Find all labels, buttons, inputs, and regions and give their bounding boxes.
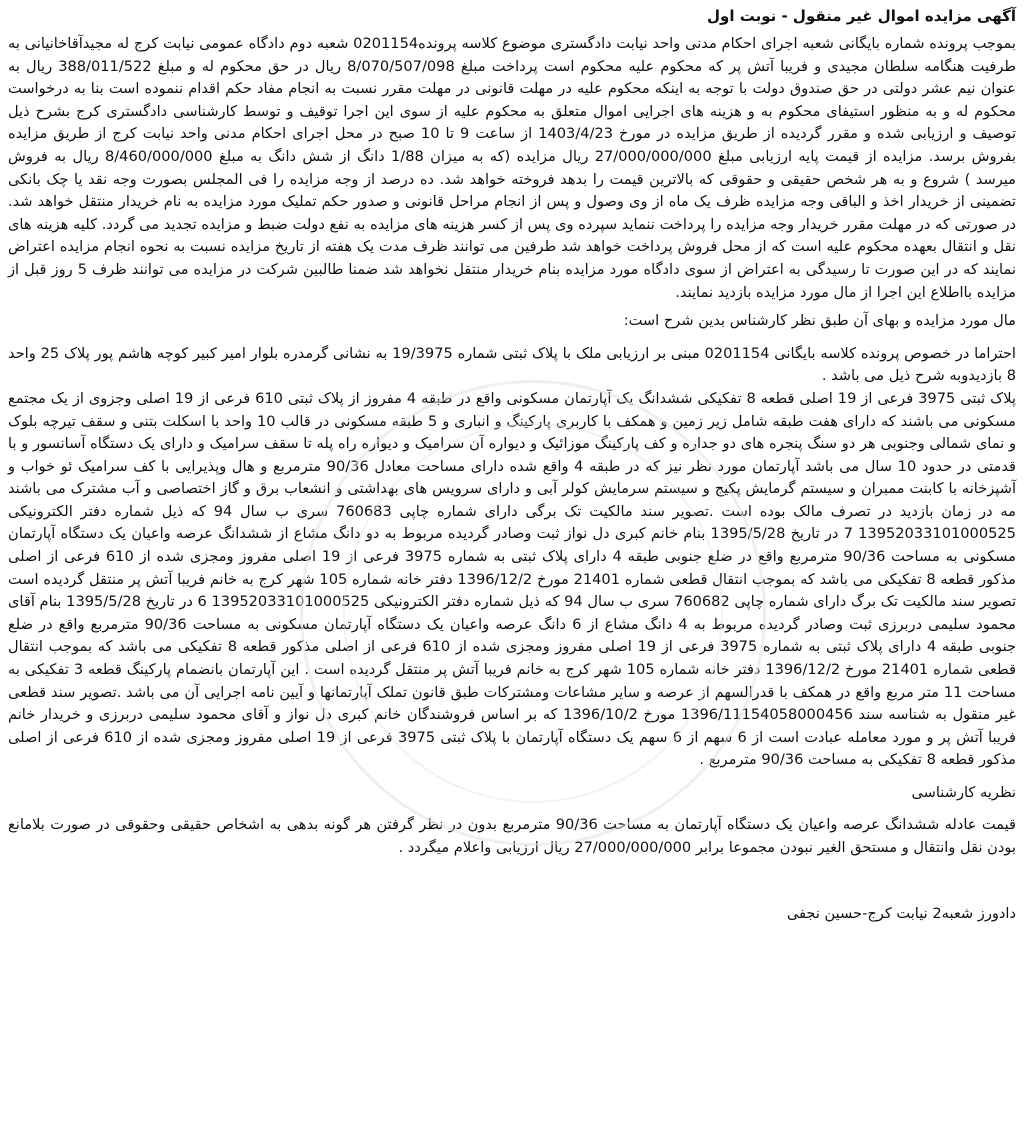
signature-line: دادورز شعبه2 نیابت کرج-حسین نجفی [786, 905, 1016, 923]
expert-report-opening: احتراما در خصوص پرونده کلاسه بایگانی 0201154 مبنی بر ارزیابی ملک با پلاک ثبتی شماره 19/3975 به نشانی گرمدره بلوار امیر کبیر کوچه هاشم پور پلاک 25 واحد 8 بازدیدوبه شرح ذیل می باشد . [8, 344, 1016, 385]
notice-title: آگهی مزایده اموال غیر منقول - نوبت اول [707, 7, 1016, 25]
expert-opinion-heading: نظریه کارشناسی [911, 784, 1016, 801]
property-intro-line: مال مورد مزایده و بهای آن طبق نظر کارشناس بدین شرح است: [623, 312, 1016, 330]
stamp-watermark [300, 380, 766, 846]
auction-terms-paragraph: بموجب پرونده شماره بایگانی شعبه اجرای احکام مدنی واحد نیابت دادگستری موضوع کلاسه پرونده0201154 شعبه دوم دادگاه عمومی نیابت کرج له مجیدآقاخانیانی به طرفیت هنگامه سلطان مجیدی و فریبا آتش پر که محکوم علیه محکوم است پرداخت مبلغ 8/070/507/098 ریال در حق محکوم له و مبلغ 388/011/522 ریال به عنوان نیم عشر دولتی در حق صندوق دولت با توجه به اینکه محکوم علیه در مهلت قانونی در مهلت مقرر نسبت به انجام مفاد حکم اقدام ننموده است بنا به درخواست محکوم له و به منظور استیفای محکوم به و هزینه های اجرایی اموال متعلق به محکوم علیه از سوی این اجرا توقیف و توسط کارشناسی دادگستری کرج بشرح ذیل توصیف و ارزیابی شده و مقرر گردیده از طریق مزایده در مورخ 1403/4/23 از ساعت 9 تا 10 صبح در محل اجرای احکام مدنی واحد نیابت کرج از طریق مزایده بفروش برسد. مزایده از قیمت پایه ارزیابی مبلغ 27/000/000/000 ریال مزایده (که به میزان 1/88 دانگ از شش دانگ به مبلغ 8/460/000/000 ریال به فروش میرسد ) شروع و به هر شخص حقیقی و حقوقی که بالاترین قیمت را بدهد فروخته خواهد شد. ده درصد از وجه مزایده را فی المجلس بصورت وجه نقد یا چک بانکی تضمینی از خریدار اخذ و الباقی وجه مزایده ظرف یک ماه از وی وصول و پس از انجام مراحل قانونی و صدور حکم تملیک مورد مزایده به نام خریدار منتقل خواهد شد. در صورتی که در مهلت مقرر خریدار وجه مزایده را پرداخت ننماید سپرده وی پس از کسر هزینه های مزایده به نفع دولت ضبط و مزایده تجدید می گردد. کلیه هزینه های نقل و انتقال بعهده محکوم علیه است که از محل فروش پرداخت خواهد شد طرفین می توانند ظرف مدت یک هفته از تاریخ مزایده نسبت به نحوه انجام مزایده اعتراض نمایند که در این صورت تا رسیدگی به اعتراض از سوی دادگاه مورد مزایده بنام خریدار منتقل نخواهد شد ضمنا طالبین شرکت در مزایده می توانند ظرف 5 روز قبل از مزایده بااطلاع این اجرا از مال مورد مزایده بازدید نمایند. [8, 35, 1017, 301]
property-description-paragraph: پلاک ثبتی 3975 فرعی از 19 اصلی قطعه 8 تفکیکی ششدانگ یک آپارتمان مسکونی واقع در طبقه 4 مفروز از پلاک ثبتی 610 فرعی از 19 اصلی وجزوی از یک مجتمع مسکونی می باشند که دارای هفت طبقه شامل زیر زمین و همکف با کاربری پارکینگ و انباری و 5 طبقه مسکونی در قالب 10 واحد با اسکلت بتنی و سقف تیرچه بلوک و نمای شمالی وجنوبی هر دو سنگ پنجره های دو جداره و کف پارکینگ موزائیک و دیواره آن سرامیک و دیواره راه پله تا سقف سرامیک و دارای یک دستگاه آسانسور و با قدمتی در حدود 10 سال می باشد آپارتمان مورد نظر نیز که در طبقه 4 واقع شده دارای مساحت معادل 90/36 مترمربع و هال وپذیرایی با کف سرامیک ئو خواب و آشپزخانه با کابنت ممبران و سیستم گرمایش پکیج و سیستم سرمایش کولر آبی و دارای سرویس های بهداشتی و انشعاب برق و گاز اختصاصی و آب مشترک می باشند مه در زمان بازدید در تصرف مالک بوده است .تصویر سند مالکیت تک برگی دارای شماره چاپی 760683 سری ب سال 94 که ذیل شماره دفتر الکترونیکی 13952033101000525 7 در تاریخ 1395/5/28 بنام خانم کبری دل نواز ثبت وصادر گردیده مربوط به دو دانگ مشاع از ششدانگ عرصه واعیان یک دستگاه آپارتمان مسکونی به مساحت 90/36 مترمربع واقع در ضلع جنوبی طبقه 4 دارای پلاک ثبتی به شماره 3975 فرعی از 19 اصلی مفروز ومجزی شده از 610 فرعی از اصلی مذکور قطعه 8 تفکیکی می باشد که بموجب انتقال قطعی شماره 21401 مورخ 1396/12/2 دفتر خانه شماره 105 شهر کرج به خانم فریبا آتش پر منتقل گردیده است تصویر سند مالکیت تک برگ دارای شماره چاپی 760682 سری ب سال 94 که ذیل شماره دفتر الکترونیکی 13952033101000525 6 در تاریخ 1395/5/28 بنام آقای محمود سلیمی دربرزی ثبت وصادر گردیده مربوط به 4 دانگ مشاع از 6 دانگ عرصه واعیان یک دستگاه آپارتمان مسکونی به مساحت 90/36 مترمربع واقع در ضلع جنوبی طبقه 4 دارای پلاک ثبتی به شماره 3975 فرعی از 19 اصلی مفروز ومجزی شده از 610 فرعی از اصلی مذکور قطعه 8 تفکیکی می باشد که بموجب انتقال قطعی شماره 21401 مورخ 1396/12/2 دفتر خانه شماره 105 شهر کرج به خانم فریبا آتش پر منتقل گردیده است . این آپارتمان بانضمام پارکینگ قطعه 3 تفکیکی به مساحت 11 متر مربع واقع در همکف با قدرالسهم از عرصه و سایر مشاعات ومشترکات طبق قانون تملک آپارتمانها و آیین نامه اجرایی آن می باشد .تصویر سند قطعی غیر منقول به شناسه سند 1396/11154058000456 مورخ 1396/10/2 که بر اساس فروشندگان خانم کبری دل نواز و آقای محمود سلیمی دربرزی و خریدار خانم فریبا آتش پر و مورد معامله عبادت است از 6 سهم از 6 سهم یک دستگاه آپارتمان با پلاک ثبتی 3975 فرعی از 19 اصلی مفروز ومجزی شده از 610 فرعی از اصلی مذکور قطعه 8 تفکیکی به مساحت 90/36 مترمربع . [8, 389, 1017, 769]
valuation-paragraph: قیمت عادله ششدانگ عرصه واعیان یک دستگاه آپارتمان به مساحت 90/36 مترمربع بدون در نظر گرفتن هر گونه بدهی به اشخاص حقیقی وحقوقی در صورت بلامانع بودن نقل وانتقال و مستحق الغیر نبودن مجموعا برابر 27/000/000/000 ریال ارزیابی واعلام میگردد . [8, 816, 1016, 856]
